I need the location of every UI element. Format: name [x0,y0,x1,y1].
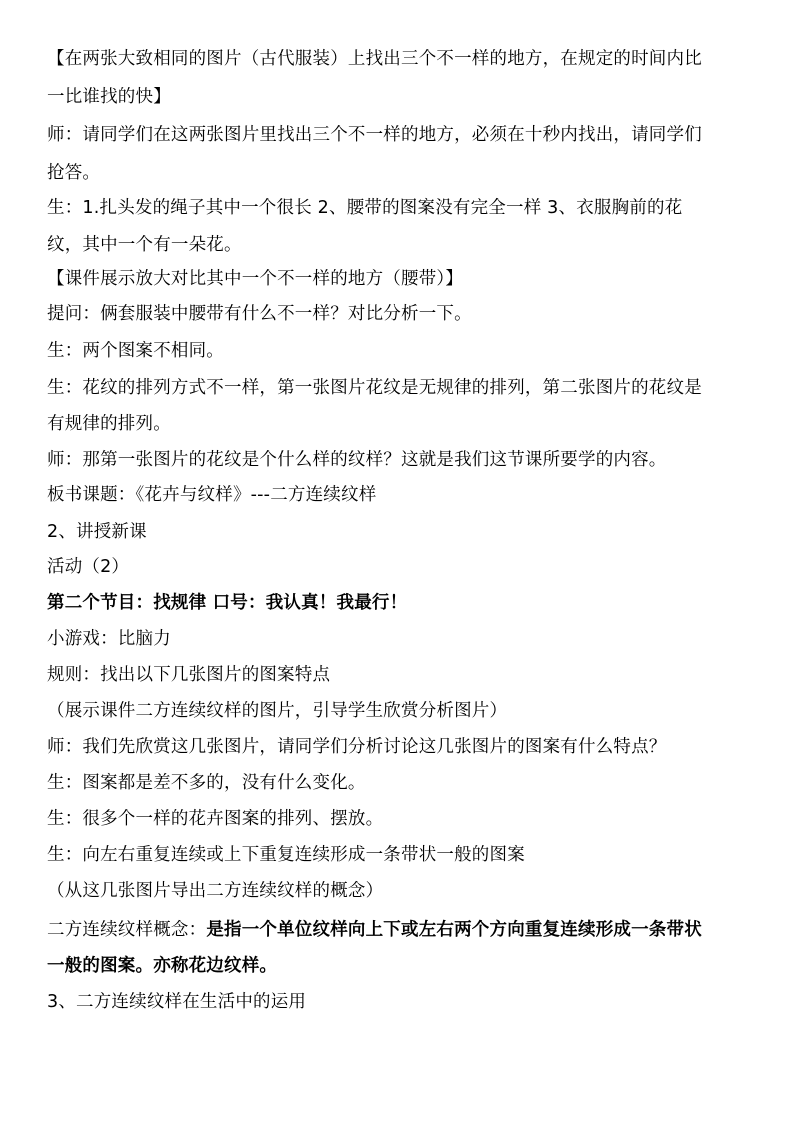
paragraph-line: 生：图案都是差不多的，没有什么变化。 [47,773,366,793]
paragraph-line: 师：我们先欣赏这几张图片，请同学们分析讨论这几张图片的图案有什么特点？ [47,737,667,757]
definition-label: 二方连续纹样概念： [47,920,207,940]
paragraph-line: （展示课件二方连续纹样的图片，引导学生欣赏分析图片） [47,701,508,721]
paragraph-line: 一比谁找的快】 [47,87,171,107]
paragraph-line: 生：两个图案不相同。 [47,341,224,361]
paragraph-line: 师：那第一张图片的花纹是个什么样的纹样？这就是我们这节课所要学的内容。 [47,450,667,470]
paragraph-line: 板书课题：《花卉与纹样》---二方连续纹样 [47,485,377,505]
paragraph-line: 生：花纹的排列方式不一样，第一张图片花纹是无规律的排列，第二张图片的花纹是 [47,378,702,398]
definition-text: 是指一个单位纹样向上下或左右两个方向重复连续形成一条带状 [206,920,702,940]
paragraph-line: 师：请同学们在这两张图片里找出三个不一样的地方，必须在十秒内找出，请同学们 [47,125,702,145]
section-heading: 3、二方连续纹样在生活中的运用 [47,992,307,1012]
paragraph-line: 活动（2） [47,557,130,577]
paragraph-line: 【课件展示放大对比其中一个不一样的地方（腰带）】 [47,269,464,289]
paragraph-line: 提问：俩套服装中腰带有什么不一样？对比分析一下。 [47,304,472,324]
paragraph-line: 【在两张大致相同的图片（古代服装）上找出三个不一样的地方，在规定的时间内比 [47,49,702,69]
paragraph-line: 有规律的排列。 [47,414,171,434]
paragraph-line: 小游戏：比脑力 [47,629,171,649]
paragraph-line: 生：向左右重复连续或上下重复连续形成一条带状一般的图案 [47,845,525,865]
paragraph-line: 生：1.扎头发的绳子其中一个很长 2、腰带的图案没有完全一样 3、衣服胸前的花 [47,198,683,218]
definition-line [47,919,702,941]
paragraph-line: 生：很多个一样的花卉图案的排列、摆放。 [47,809,384,829]
bold-heading-line: 第二个节目：找规律 口号：我认真！我最行！ [47,593,408,613]
definition-continuation: 一般的图案。亦称花边纹样。 [47,956,278,976]
paragraph-line: （从这几张图片导出二方连续纹样的概念） [47,881,384,901]
paragraph-line: 纹，其中一个有一朵花。 [47,235,242,255]
paragraph-line: 抢答。 [47,163,101,183]
section-heading: 2、讲授新课 [47,522,147,542]
paragraph-line: 规则：找出以下几张图片的图案特点 [47,665,331,685]
